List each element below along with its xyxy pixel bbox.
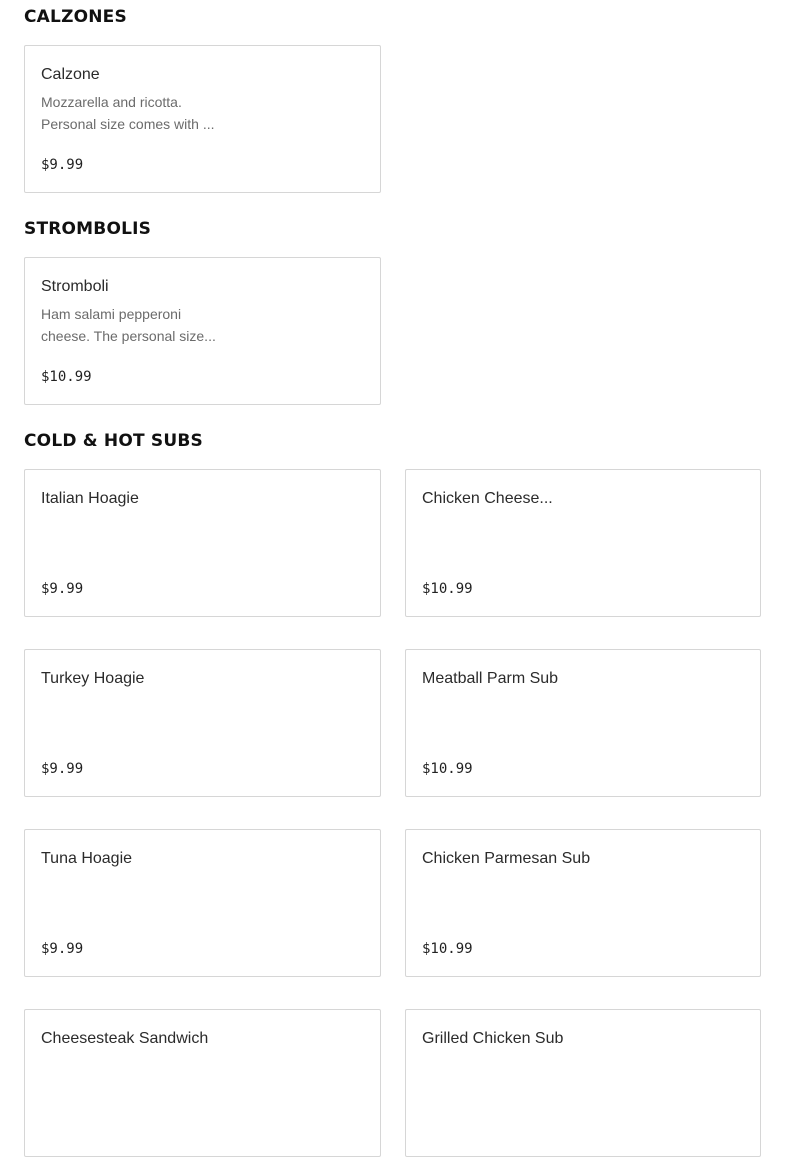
section-title-cold-hot-subs: COLD & HOT SUBS xyxy=(24,431,203,451)
menu-item-name: Turkey Hoagie xyxy=(41,670,145,687)
menu-item-name: Italian Hoagie xyxy=(41,490,139,507)
menu-item-price: $9.99 xyxy=(41,581,84,597)
menu-item-price: $10.99 xyxy=(41,369,92,385)
menu-item-price: $9.99 xyxy=(41,761,84,777)
menu-item-card[interactable] xyxy=(24,1009,381,1157)
menu-item-price: $9.99 xyxy=(41,157,84,173)
menu-item-price: $10.99 xyxy=(422,941,473,957)
menu-item-name: Stromboli xyxy=(41,278,109,295)
menu-item-name: Meatball Parm Sub xyxy=(422,670,559,687)
menu-item-card[interactable] xyxy=(405,649,761,797)
menu-item-card[interactable] xyxy=(24,469,381,617)
section-title-strombolis: STROMBOLIS xyxy=(24,219,152,239)
menu-item-name: Calzone xyxy=(41,66,100,83)
menu-item-card[interactable] xyxy=(24,829,381,977)
section-title-calzones: CALZONES xyxy=(24,7,127,27)
menu-item-description: Ham salami pepperoni cheese. The personal size... xyxy=(41,306,216,344)
menu-item-price: $9.99 xyxy=(41,941,84,957)
menu-item-name: Chicken Parmesan Sub xyxy=(422,850,591,867)
menu-item-name: Grilled Chicken Sub xyxy=(422,1030,564,1047)
menu-item-card[interactable] xyxy=(24,257,381,405)
menu-item-card[interactable] xyxy=(405,1009,761,1157)
menu-item-name: Cheesesteak Sandwich xyxy=(41,1030,209,1047)
menu-item-name: Tuna Hoagie xyxy=(41,850,133,867)
menu-item-card[interactable] xyxy=(24,649,381,797)
menu-item-price: $10.99 xyxy=(422,761,473,777)
menu-item-card[interactable] xyxy=(24,45,381,193)
menu-item-price: $10.99 xyxy=(422,581,473,597)
menu-item-card[interactable] xyxy=(405,469,761,617)
menu-item-description: Mozzarella and ricotta. Personal size comes with ... xyxy=(41,94,215,132)
menu-item-card[interactable] xyxy=(405,829,761,977)
menu-item-name: Chicken Cheese... xyxy=(422,490,553,507)
